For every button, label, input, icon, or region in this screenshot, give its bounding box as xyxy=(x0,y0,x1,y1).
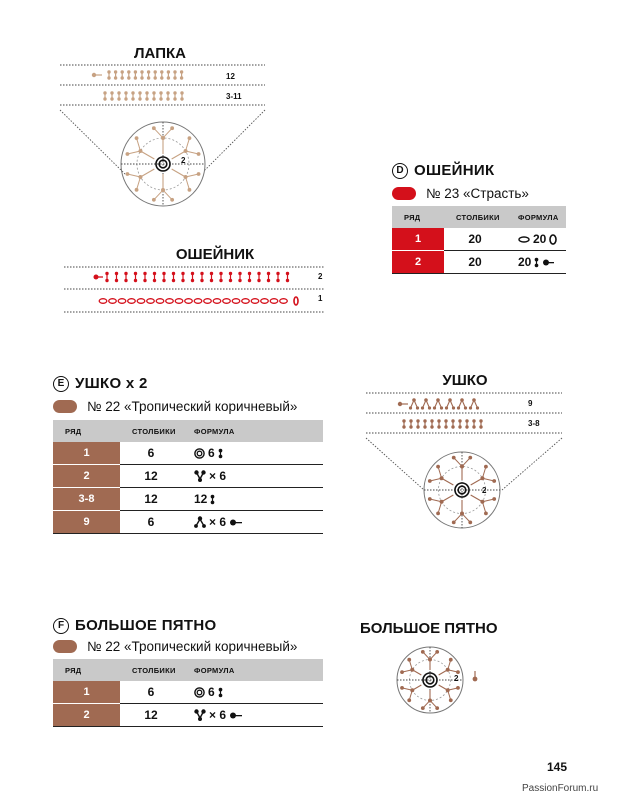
paw-row-label-top: 12 xyxy=(226,72,235,81)
spot-center-label: 2 xyxy=(454,674,459,683)
slip-stitch-mark xyxy=(398,402,402,406)
ear-center-label: 2 xyxy=(482,486,487,495)
row-number: 3-8 xyxy=(53,488,120,511)
row-number: 2 xyxy=(53,704,120,727)
formula-number: 12 xyxy=(194,492,208,507)
chain-mark xyxy=(99,299,107,304)
section-e-table xyxy=(53,420,323,534)
slip-stitch-icon xyxy=(542,259,554,266)
paw-row-label-bottom: 3-11 xyxy=(226,92,242,101)
chain-mark xyxy=(118,299,126,304)
collar-row-label-top: 2 xyxy=(318,272,323,281)
chain-mark xyxy=(109,299,117,304)
stitch-mark xyxy=(442,495,454,502)
chain-mark xyxy=(194,299,202,304)
chain-mark xyxy=(166,299,174,304)
section-f-table xyxy=(53,659,323,727)
row-number: 9 xyxy=(53,511,120,534)
col-stitches: СТОЛБИКИ xyxy=(120,420,182,442)
chain-mark xyxy=(270,299,278,304)
formula xyxy=(182,442,323,465)
sc-icon xyxy=(210,494,215,505)
formula-multiplier: × 6 xyxy=(209,469,227,484)
stitch-count: 6 xyxy=(120,442,182,465)
stitch-mark xyxy=(471,495,483,502)
section-e-letter: E xyxy=(53,376,69,392)
footer-watermark: PassionForum.ru xyxy=(522,783,599,794)
section-e-title: УШКО x 2 xyxy=(75,375,148,392)
section-f-yarn-label: № 22 «Тропический коричневый» xyxy=(87,639,298,654)
stitch-count: 20 xyxy=(444,251,506,274)
stitch-mark xyxy=(186,177,190,190)
col-stitches: СТОЛБИКИ xyxy=(444,206,506,228)
stitch-mark xyxy=(448,660,451,670)
stitch-mark xyxy=(154,128,163,138)
stitch-mark xyxy=(423,700,430,708)
round-outline xyxy=(424,452,500,528)
stitch-mark xyxy=(438,502,442,514)
formula xyxy=(182,488,323,511)
section-d-yarn xyxy=(392,186,529,201)
decrease-icon xyxy=(194,516,206,528)
stitch-mark xyxy=(430,652,437,660)
paw-diagram xyxy=(55,62,270,212)
sc-icon xyxy=(534,257,539,268)
chain-mark xyxy=(175,299,183,304)
section-f-header xyxy=(53,617,216,634)
stitch-mark xyxy=(471,400,478,408)
stitch-mark xyxy=(186,151,199,154)
section-d-title: ОШЕЙНИК xyxy=(414,162,495,179)
collar-diagram-title: ОШЕЙНИК xyxy=(175,246,255,263)
stitch-mark xyxy=(462,458,470,467)
stitch-count: 12 xyxy=(120,465,182,488)
chain-icon xyxy=(518,236,530,243)
stitch-mark xyxy=(163,190,172,200)
chain-mark xyxy=(280,299,288,304)
dashed-line xyxy=(366,438,424,490)
ear-row-label-top: 9 xyxy=(528,399,533,408)
formula-multiplier: × 6 xyxy=(209,515,227,530)
sc-icon xyxy=(218,687,223,698)
section-f-yarn xyxy=(53,639,297,654)
magic-ring xyxy=(458,486,466,494)
spot-diagram xyxy=(380,634,490,734)
table-row xyxy=(53,465,323,488)
stitch-mark xyxy=(482,467,486,479)
section-e-yarn xyxy=(53,399,297,414)
slip-stitch-mark xyxy=(92,73,96,77)
formula-number: 6 xyxy=(208,446,215,461)
collar-diagram xyxy=(62,264,327,314)
increase-icon xyxy=(194,709,206,721)
chain-mark xyxy=(232,299,240,304)
ear-diagram-title: УШКО xyxy=(442,372,488,389)
stitch-mark xyxy=(140,169,154,177)
row-number: 2 xyxy=(392,251,444,274)
chain-mark xyxy=(137,299,145,304)
stitch-mark xyxy=(482,499,494,502)
yarn-swatch-brown xyxy=(53,640,77,653)
stitch-mark xyxy=(430,478,442,481)
formula xyxy=(182,465,323,488)
chain-mark xyxy=(156,299,164,304)
section-d-header xyxy=(392,162,494,179)
formula xyxy=(182,704,323,727)
yarn-swatch-brown xyxy=(53,400,77,413)
dashed-line xyxy=(205,110,265,170)
dc-oval-icon xyxy=(549,234,557,245)
formula xyxy=(182,681,323,704)
stitch-mark xyxy=(454,514,462,523)
section-f-letter: F xyxy=(53,618,69,634)
increase-icon xyxy=(194,470,206,482)
sc-icon xyxy=(218,448,223,459)
formula xyxy=(506,251,566,274)
magic-ring-icon xyxy=(194,448,205,459)
ear-row-label-bottom: 3-8 xyxy=(528,419,540,428)
col-formula: ФОРМУЛА xyxy=(506,206,566,228)
table-row xyxy=(392,251,566,274)
chain-mark xyxy=(128,299,136,304)
table-row xyxy=(53,488,323,511)
table-row xyxy=(392,228,566,251)
stitch-mark xyxy=(172,169,186,177)
chain-mark xyxy=(185,299,193,304)
stitch-mark xyxy=(482,478,494,481)
ear-diagram xyxy=(364,390,564,530)
chain-mark xyxy=(223,299,231,304)
stitch-mark xyxy=(409,660,412,670)
stitch-mark xyxy=(430,700,437,708)
page-number: 145 xyxy=(547,760,568,774)
section-e-header xyxy=(53,375,148,392)
chain-mark xyxy=(242,299,250,304)
stitch-mark xyxy=(454,458,462,467)
chain-mark xyxy=(261,299,269,304)
stitch-count: 20 xyxy=(444,228,506,251)
formula-multiplier: × 6 xyxy=(209,708,227,723)
col-formula: ФОРМУЛА xyxy=(182,659,323,681)
paw-diagram-title: ЛАПКА xyxy=(134,45,186,62)
stitch-count: 6 xyxy=(120,511,182,534)
stitch-count: 12 xyxy=(120,704,182,727)
stitch-mark xyxy=(462,514,470,523)
table-row xyxy=(53,442,323,465)
paw-center-label: 2 xyxy=(181,156,186,165)
stitch-mark xyxy=(186,138,190,151)
section-e-yarn-label: № 22 «Тропический коричневый» xyxy=(87,399,298,414)
stitch-mark xyxy=(423,652,430,660)
stitch-mark xyxy=(442,478,454,485)
chain-mark xyxy=(213,299,221,304)
stitch-mark xyxy=(154,190,163,200)
stitch-mark xyxy=(137,138,141,151)
stitch-mark xyxy=(127,151,140,154)
chain-mark xyxy=(294,297,298,305)
stitch-mark xyxy=(438,467,442,479)
section-d-letter: D xyxy=(392,163,408,179)
row-number: 1 xyxy=(53,442,120,465)
chain-mark xyxy=(251,299,259,304)
slip-stitch-mark xyxy=(473,677,478,682)
stitch-mark xyxy=(137,177,141,190)
formula-number: 20 xyxy=(518,255,532,270)
stitch-mark xyxy=(409,690,412,700)
slip-stitch-mark xyxy=(94,275,99,280)
section-d-table xyxy=(392,206,566,274)
stitch-mark xyxy=(430,499,442,502)
stitch-mark xyxy=(471,478,483,485)
dashed-line xyxy=(502,438,562,490)
magic-ring-icon xyxy=(194,687,205,698)
slip-stitch-icon xyxy=(229,519,242,526)
chain-mark xyxy=(204,299,212,304)
formula xyxy=(506,228,566,251)
dashed-line xyxy=(60,110,125,174)
stitch-mark xyxy=(459,400,466,408)
stitch-mark xyxy=(423,400,430,408)
formula-number: 20 xyxy=(533,232,547,247)
formula-number: 6 xyxy=(208,685,215,700)
section-f-title: БОЛЬШОЕ ПЯТНО xyxy=(75,617,217,634)
stitch-mark xyxy=(127,174,140,177)
row-number: 1 xyxy=(53,681,120,704)
row-number: 2 xyxy=(53,465,120,488)
stitch-mark xyxy=(435,400,442,408)
stitch-mark xyxy=(186,174,199,177)
stitch-mark xyxy=(447,400,454,408)
stitch-mark xyxy=(482,502,486,514)
slip-stitch-icon xyxy=(229,712,242,719)
table-row xyxy=(53,681,323,704)
stitch-count: 6 xyxy=(120,681,182,704)
stitch-mark xyxy=(163,128,172,138)
stitch-mark xyxy=(140,151,154,159)
row-number: 1 xyxy=(392,228,444,251)
stitch-count: 12 xyxy=(120,488,182,511)
stitch-mark xyxy=(448,690,451,700)
col-formula: ФОРМУЛА xyxy=(182,420,323,442)
table-row xyxy=(53,511,323,534)
section-d-yarn-label: № 23 «Страсть» xyxy=(426,186,529,201)
collar-row-label-bottom: 1 xyxy=(318,294,323,303)
col-row: РЯД xyxy=(392,206,444,228)
col-stitches: СТОЛБИКИ xyxy=(120,659,182,681)
chain-mark xyxy=(147,299,155,304)
col-row: РЯД xyxy=(53,659,120,681)
stitch-mark xyxy=(411,400,418,408)
spot-diagram-title: БОЛЬШОЕ ПЯТНО xyxy=(360,620,498,637)
yarn-swatch-red xyxy=(392,187,416,200)
table-row xyxy=(53,704,323,727)
col-row: РЯД xyxy=(53,420,120,442)
formula xyxy=(182,511,323,534)
